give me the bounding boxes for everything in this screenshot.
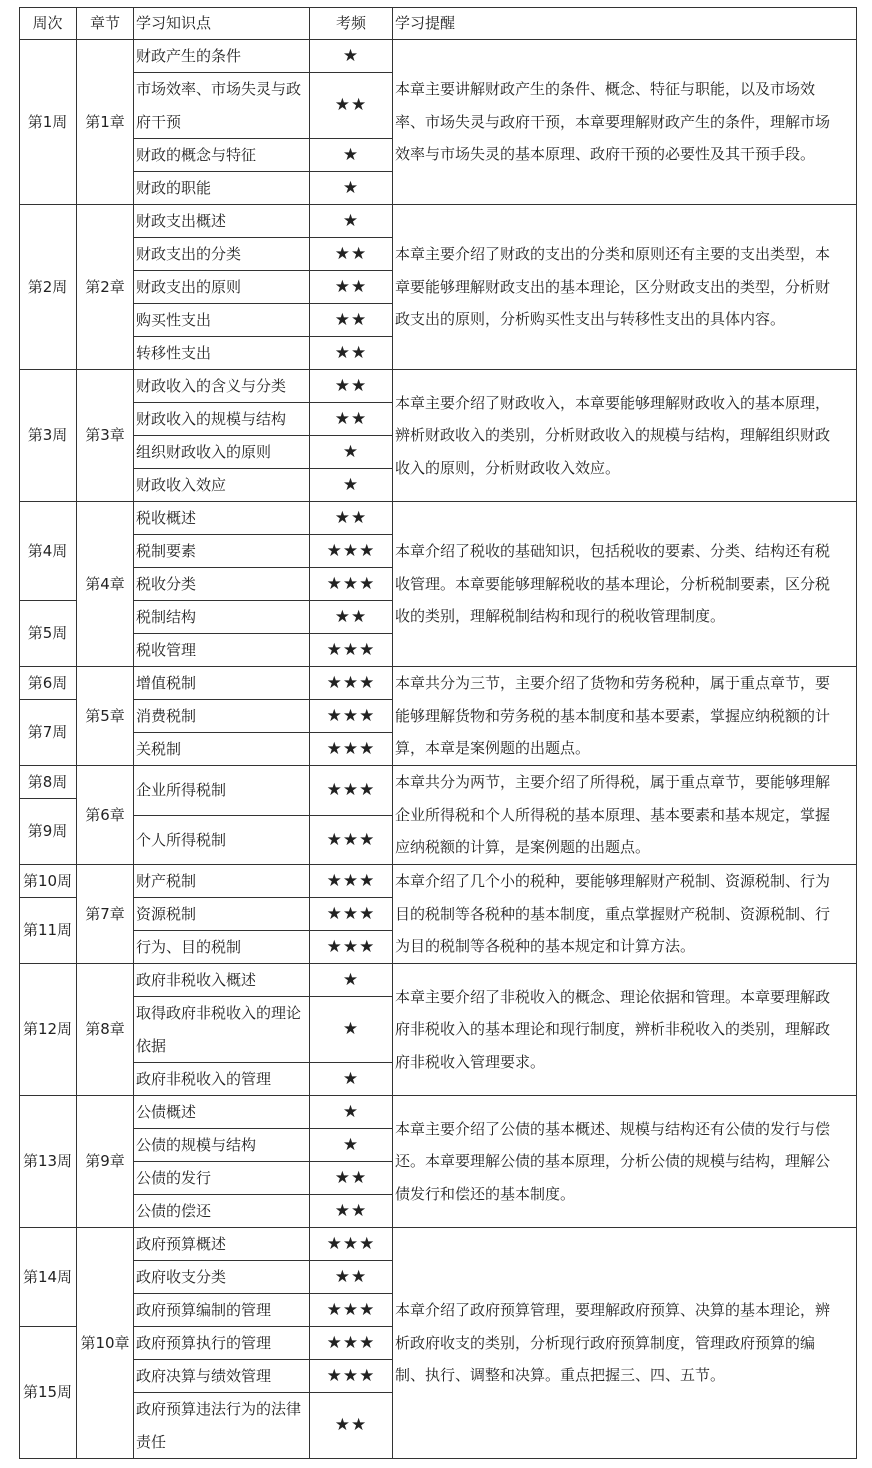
chapter-cell-8-text: 第8章 bbox=[85, 1020, 125, 1039]
frequency-stars-27-text: ★ bbox=[342, 969, 360, 990]
frequency-stars-13 bbox=[310, 469, 393, 502]
reminder-cell-3-text: 本章主要介绍了财政收入，本章要能够理解财政收入的基本原理，辨析财政收入的类别，分析财政收入的规模与结构，理解组织财政收入的原则，分析财政收入效应。 bbox=[395, 393, 831, 477]
frequency-stars-11-text: ★★ bbox=[334, 408, 368, 429]
topic-cell-26-text: 行为、目的税制 bbox=[136, 937, 242, 956]
topic-cell-37 bbox=[134, 1327, 310, 1360]
topic-cell-30 bbox=[134, 1096, 310, 1129]
chapter-cell-10 bbox=[77, 1228, 134, 1459]
frequency-stars-3-text: ★ bbox=[342, 144, 360, 165]
frequency-stars-5-text: ★ bbox=[342, 210, 360, 231]
week-cell-5 bbox=[19, 601, 77, 667]
chapter-cell-3-text: 第3章 bbox=[85, 426, 125, 445]
frequency-stars-39-text: ★★ bbox=[334, 1415, 368, 1436]
header-1-text: 周次 bbox=[32, 13, 63, 32]
topic-cell-9-text: 转移性支出 bbox=[136, 343, 212, 362]
frequency-stars-21-text: ★★★ bbox=[326, 738, 376, 759]
topic-cell-16 bbox=[134, 568, 310, 601]
frequency-stars-10-text: ★★ bbox=[334, 375, 368, 396]
reminder-cell-10 bbox=[393, 1228, 857, 1459]
topic-cell-27 bbox=[134, 964, 310, 997]
week-cell-2-text: 第2周 bbox=[27, 277, 68, 296]
frequency-stars-23 bbox=[310, 816, 393, 866]
frequency-stars-36-text: ★★★ bbox=[326, 1299, 376, 1320]
chapter-cell-4-text: 第4章 bbox=[85, 574, 125, 593]
frequency-stars-38-text: ★★★ bbox=[326, 1365, 376, 1386]
frequency-stars-3 bbox=[310, 139, 393, 172]
frequency-stars-26-text: ★★★ bbox=[326, 936, 376, 957]
topic-cell-7 bbox=[134, 271, 310, 304]
topic-cell-15-text: 税制要素 bbox=[136, 541, 197, 560]
reminder-cell-3 bbox=[393, 370, 857, 502]
week-cell-1 bbox=[19, 40, 77, 205]
frequency-stars-29 bbox=[310, 1063, 393, 1096]
frequency-stars-24 bbox=[310, 865, 393, 898]
reminder-cell-6 bbox=[393, 766, 857, 865]
topic-cell-8 bbox=[134, 304, 310, 337]
topic-cell-35 bbox=[134, 1261, 310, 1294]
week-cell-13-text: 第13周 bbox=[22, 1152, 73, 1171]
frequency-stars-19 bbox=[310, 667, 393, 700]
frequency-stars-13-text: ★ bbox=[342, 474, 360, 495]
frequency-stars-6 bbox=[310, 238, 393, 271]
frequency-stars-32 bbox=[310, 1162, 393, 1195]
frequency-stars-31-text: ★ bbox=[342, 1134, 360, 1155]
topic-cell-32-text: 公债的发行 bbox=[136, 1168, 212, 1187]
chapter-cell-6 bbox=[77, 766, 134, 865]
frequency-stars-7-text: ★★ bbox=[334, 276, 368, 297]
week-cell-7 bbox=[19, 700, 77, 766]
reminder-cell-10-text: 本章介绍了政府预算管理，要理解政府预算、决算的基本理论，辨析政府收支的类别，分析现行政府预算制度，管理政府预算的编制、执行、调整和决算。重点把握三、四、五节。 bbox=[395, 1301, 831, 1385]
topic-cell-25 bbox=[134, 898, 310, 931]
topic-cell-24-text: 财产税制 bbox=[136, 871, 197, 890]
frequency-stars-35 bbox=[310, 1261, 393, 1294]
chapter-cell-5 bbox=[77, 667, 134, 766]
week-cell-14-text: 第14周 bbox=[22, 1267, 73, 1286]
frequency-stars-10 bbox=[310, 370, 393, 403]
week-cell-3-text: 第3周 bbox=[27, 426, 68, 445]
reminder-cell-9-text: 本章主要介绍了公债的基本概述、规模与结构还有公债的发行与偿还。本章要理解公债的基本原理，分析公债的规模与结构，理解公债发行和偿还的基本制度。 bbox=[395, 1119, 831, 1203]
header-2-text: 章节 bbox=[89, 13, 120, 32]
topic-cell-6 bbox=[134, 238, 310, 271]
topic-cell-4-text: 财政的职能 bbox=[136, 178, 212, 197]
week-cell-14 bbox=[19, 1228, 77, 1327]
frequency-stars-22-text: ★★★ bbox=[326, 780, 376, 800]
reminder-cell-4 bbox=[393, 502, 857, 667]
chapter-cell-9-text: 第9章 bbox=[85, 1152, 125, 1171]
topic-cell-2-text: 市场效率、市场失灵与政府干预 bbox=[136, 80, 302, 131]
chapter-cell-1-text: 第1章 bbox=[85, 112, 125, 131]
chapter-cell-2-text: 第2章 bbox=[85, 277, 125, 296]
reminder-cell-7-text: 本章介绍了几个小的税种，要能够理解财产税制、资源税制、行为目的税制等各税种的基本制度，重点掌握财产税制、资源税制、行为目的税制等各税种的基本规定和计算方法。 bbox=[395, 872, 831, 956]
topic-cell-3 bbox=[134, 139, 310, 172]
topic-cell-33 bbox=[134, 1195, 310, 1228]
topic-cell-14-text: 税收概述 bbox=[136, 508, 197, 527]
frequency-stars-8 bbox=[310, 304, 393, 337]
topic-cell-10 bbox=[134, 370, 310, 403]
frequency-stars-32-text: ★★ bbox=[334, 1167, 368, 1188]
chapter-cell-3 bbox=[77, 370, 134, 502]
frequency-stars-30 bbox=[310, 1096, 393, 1129]
topic-cell-25-text: 资源税制 bbox=[136, 904, 197, 923]
topic-cell-13 bbox=[134, 469, 310, 502]
topic-cell-12-text: 组织财政收入的原则 bbox=[136, 442, 272, 461]
chapter-cell-10-text: 第10章 bbox=[80, 1333, 130, 1352]
week-cell-4-text: 第4周 bbox=[27, 541, 68, 560]
frequency-stars-8-text: ★★ bbox=[334, 309, 368, 330]
reminder-cell-8-text: 本章主要介绍了非税收入的概念、理论依据和管理。本章要理解政府非税收入的基本理论和现行制度，辨析非税收入的类别，理解政府非税收入管理要求。 bbox=[395, 987, 831, 1071]
frequency-stars-35-text: ★★ bbox=[334, 1266, 368, 1287]
frequency-stars-30-text: ★ bbox=[342, 1101, 360, 1122]
topic-cell-22-text: 企业所得税制 bbox=[136, 781, 227, 799]
frequency-stars-12-text: ★ bbox=[342, 441, 360, 462]
frequency-stars-36 bbox=[310, 1294, 393, 1327]
reminder-cell-5-text: 本章共分为三节，主要介绍了货物和劳务税种，属于重点章节，要能够理解货物和劳务税的基本制度和基本要素，掌握应纳税额的计算，本章是案例题的出题点。 bbox=[395, 674, 831, 758]
topic-cell-9 bbox=[134, 337, 310, 370]
frequency-stars-17-text: ★★ bbox=[334, 606, 368, 627]
week-cell-9-text: 第9周 bbox=[27, 822, 68, 841]
week-cell-6-text: 第6周 bbox=[27, 673, 68, 692]
topic-cell-1-text: 财政产生的条件 bbox=[136, 46, 242, 65]
frequency-stars-21 bbox=[310, 733, 393, 766]
topic-cell-11 bbox=[134, 403, 310, 436]
frequency-stars-34 bbox=[310, 1228, 393, 1261]
frequency-stars-15 bbox=[310, 535, 393, 568]
frequency-stars-14 bbox=[310, 502, 393, 535]
frequency-stars-2-text: ★★ bbox=[334, 95, 368, 116]
frequency-stars-1 bbox=[310, 40, 393, 73]
topic-cell-33-text: 公债的偿还 bbox=[136, 1201, 212, 1220]
week-cell-15-text: 第15周 bbox=[22, 1383, 73, 1402]
topic-cell-38 bbox=[134, 1360, 310, 1393]
week-cell-15 bbox=[19, 1327, 77, 1459]
frequency-stars-39 bbox=[310, 1393, 393, 1459]
frequency-stars-7 bbox=[310, 271, 393, 304]
frequency-stars-18-text: ★★★ bbox=[326, 639, 376, 660]
frequency-stars-38 bbox=[310, 1360, 393, 1393]
topic-cell-5-text: 财政支出概述 bbox=[136, 211, 227, 230]
topic-cell-19 bbox=[134, 667, 310, 700]
frequency-stars-26 bbox=[310, 931, 393, 964]
topic-cell-26 bbox=[134, 931, 310, 964]
topic-cell-14 bbox=[134, 502, 310, 535]
week-cell-5-text: 第5周 bbox=[27, 624, 68, 643]
topic-cell-15 bbox=[134, 535, 310, 568]
week-cell-12-text: 第12周 bbox=[22, 1020, 73, 1039]
topic-cell-12 bbox=[134, 436, 310, 469]
topic-cell-24 bbox=[134, 865, 310, 898]
topic-cell-2 bbox=[134, 73, 310, 139]
topic-cell-27-text: 政府非税收入概述 bbox=[136, 970, 257, 989]
week-cell-11 bbox=[19, 898, 77, 964]
week-cell-9 bbox=[19, 799, 77, 865]
frequency-stars-19-text: ★★★ bbox=[326, 672, 376, 693]
topic-cell-30-text: 公债概述 bbox=[136, 1102, 197, 1121]
header-4 bbox=[310, 7, 393, 40]
frequency-stars-28-text: ★ bbox=[342, 1019, 360, 1040]
topic-cell-7-text: 财政支出的原则 bbox=[136, 277, 242, 296]
frequency-stars-28 bbox=[310, 997, 393, 1063]
frequency-stars-4 bbox=[310, 172, 393, 205]
frequency-stars-14-text: ★★ bbox=[334, 507, 368, 528]
frequency-stars-20-text: ★★★ bbox=[326, 705, 376, 726]
frequency-stars-31 bbox=[310, 1129, 393, 1162]
topic-cell-39 bbox=[134, 1393, 310, 1459]
topic-cell-38-text: 政府决算与绩效管理 bbox=[136, 1366, 272, 1385]
frequency-stars-23-text: ★★★ bbox=[326, 829, 376, 850]
topic-cell-17-text: 税制结构 bbox=[136, 607, 197, 626]
topic-cell-28-text: 取得政府非税收入的理论依据 bbox=[136, 1004, 302, 1055]
week-cell-6 bbox=[19, 667, 77, 700]
topic-cell-20 bbox=[134, 700, 310, 733]
week-cell-2 bbox=[19, 205, 77, 370]
topic-cell-35-text: 政府收支分类 bbox=[136, 1267, 227, 1286]
reminder-cell-1-text: 本章主要讲解财政产生的条件、概念、特征与职能，以及市场效率、市场失灵与政府干预，本章要理解财政产生的条件，理解市场效率与市场失灵的基本原理、政府干预的必要性及其干预手段。 bbox=[395, 80, 831, 164]
reminder-cell-1 bbox=[393, 40, 857, 205]
topic-cell-34-text: 政府预算概述 bbox=[136, 1234, 227, 1253]
frequency-stars-18 bbox=[310, 634, 393, 667]
topic-cell-18-text: 税收管理 bbox=[136, 640, 197, 659]
topic-cell-11-text: 财政收入的规模与结构 bbox=[136, 409, 287, 428]
frequency-stars-20 bbox=[310, 700, 393, 733]
week-cell-10 bbox=[19, 865, 77, 898]
chapter-cell-5-text: 第5章 bbox=[85, 706, 125, 725]
header-5-text: 学习提醒 bbox=[395, 13, 456, 32]
topic-cell-6-text: 财政支出的分类 bbox=[136, 244, 242, 263]
topic-cell-10-text: 财政收入的含义与分类 bbox=[136, 376, 287, 395]
topic-cell-1 bbox=[134, 40, 310, 73]
topic-cell-29-text: 政府非税收入的管理 bbox=[136, 1069, 272, 1088]
frequency-stars-22 bbox=[310, 766, 393, 816]
topic-cell-32 bbox=[134, 1162, 310, 1195]
frequency-stars-2 bbox=[310, 73, 393, 139]
header-4-text: 考频 bbox=[335, 13, 366, 32]
topic-cell-21 bbox=[134, 733, 310, 766]
frequency-stars-1-text: ★ bbox=[342, 45, 360, 66]
frequency-stars-24-text: ★★★ bbox=[326, 870, 376, 891]
week-cell-10-text: 第10周 bbox=[22, 871, 73, 890]
reminder-cell-9 bbox=[393, 1096, 857, 1228]
week-cell-7-text: 第7周 bbox=[27, 723, 68, 742]
topic-cell-3-text: 财政的概念与特征 bbox=[136, 145, 257, 164]
topic-cell-8-text: 购买性支出 bbox=[136, 310, 212, 329]
header-5 bbox=[393, 7, 857, 40]
frequency-stars-33-text: ★★ bbox=[334, 1200, 368, 1221]
chapter-cell-1 bbox=[77, 40, 134, 205]
header-1 bbox=[19, 7, 77, 40]
reminder-cell-4-text: 本章介绍了税收的基础知识，包括税收的要素、分类、结构还有税收管理。本章要能够理解税收的基本理论，分析税制要素，区分税收的类别，理解税制结构和现行的税收管理制度。 bbox=[395, 542, 831, 626]
topic-cell-21-text: 关税制 bbox=[136, 739, 182, 758]
week-cell-1-text: 第1周 bbox=[27, 112, 68, 131]
topic-cell-20-text: 消费税制 bbox=[136, 706, 197, 725]
topic-cell-31-text: 公债的规模与结构 bbox=[136, 1135, 257, 1154]
topic-cell-31 bbox=[134, 1129, 310, 1162]
topic-cell-36 bbox=[134, 1294, 310, 1327]
topic-cell-34 bbox=[134, 1228, 310, 1261]
topic-cell-4 bbox=[134, 172, 310, 205]
header-3-text: 学习知识点 bbox=[136, 13, 212, 32]
topic-cell-37-text: 政府预算执行的管理 bbox=[136, 1333, 272, 1352]
topic-cell-28 bbox=[134, 997, 310, 1063]
frequency-stars-34-text: ★★★ bbox=[326, 1233, 376, 1254]
chapter-cell-7-text: 第7章 bbox=[85, 904, 125, 923]
week-cell-4 bbox=[19, 502, 77, 601]
week-cell-11-text: 第11周 bbox=[22, 921, 73, 940]
header-3 bbox=[134, 7, 310, 40]
frequency-stars-25-text: ★★★ bbox=[326, 903, 376, 924]
frequency-stars-9 bbox=[310, 337, 393, 370]
topic-cell-17 bbox=[134, 601, 310, 634]
frequency-stars-33 bbox=[310, 1195, 393, 1228]
topic-cell-29 bbox=[134, 1063, 310, 1096]
frequency-stars-17 bbox=[310, 601, 393, 634]
reminder-cell-2 bbox=[393, 205, 857, 370]
reminder-cell-8 bbox=[393, 964, 857, 1096]
reminder-cell-6-text: 本章共分为两节，主要介绍了所得税，属于重点章节，要能够理解企业所得税和个人所得税的基本原理、基本要素和基本规定，掌握应纳税额的计算，是案例题的出题点。 bbox=[395, 773, 831, 857]
frequency-stars-6-text: ★★ bbox=[334, 243, 368, 264]
chapter-cell-6-text: 第6章 bbox=[85, 805, 125, 824]
week-cell-3 bbox=[19, 370, 77, 502]
frequency-stars-4-text: ★ bbox=[342, 177, 360, 198]
frequency-stars-37-text: ★★★ bbox=[326, 1332, 376, 1353]
week-cell-8 bbox=[19, 766, 77, 799]
topic-cell-23-text: 个人所得税制 bbox=[136, 830, 227, 849]
frequency-stars-5 bbox=[310, 205, 393, 238]
frequency-stars-9-text: ★★ bbox=[334, 342, 368, 363]
week-cell-12 bbox=[19, 964, 77, 1096]
topic-cell-18 bbox=[134, 634, 310, 667]
reminder-cell-7 bbox=[393, 865, 857, 964]
chapter-cell-4 bbox=[77, 502, 134, 667]
topic-cell-19-text: 增值税制 bbox=[136, 673, 197, 692]
frequency-stars-27 bbox=[310, 964, 393, 997]
topic-cell-23 bbox=[134, 816, 310, 866]
week-cell-13 bbox=[19, 1096, 77, 1228]
topic-cell-36-text: 政府预算编制的管理 bbox=[136, 1300, 272, 1319]
chapter-cell-8 bbox=[77, 964, 134, 1096]
frequency-stars-16 bbox=[310, 568, 393, 601]
frequency-stars-11 bbox=[310, 403, 393, 436]
frequency-stars-16-text: ★★★ bbox=[326, 573, 376, 594]
topic-cell-5 bbox=[134, 205, 310, 238]
header-2 bbox=[77, 7, 134, 40]
chapter-cell-2 bbox=[77, 205, 134, 370]
topic-cell-39-text: 政府预算违法行为的法律责任 bbox=[136, 1400, 302, 1451]
reminder-cell-5 bbox=[393, 667, 857, 766]
week-cell-8-text: 第8周 bbox=[27, 772, 68, 791]
topic-cell-13-text: 财政收入效应 bbox=[136, 475, 227, 494]
frequency-stars-37 bbox=[310, 1327, 393, 1360]
frequency-stars-12 bbox=[310, 436, 393, 469]
topic-cell-16-text: 税收分类 bbox=[136, 574, 197, 593]
frequency-stars-15-text: ★★★ bbox=[326, 540, 376, 561]
reminder-cell-2-text: 本章主要介绍了财政的支出的分类和原则还有主要的支出类型，本章要能够理解财政支出的基本理论，区分财政支出的类型，分析财政支出的原则，分析购买性支出与转移性支出的具体内容。 bbox=[395, 245, 831, 329]
topic-cell-22 bbox=[134, 766, 310, 816]
frequency-stars-29-text: ★ bbox=[342, 1068, 360, 1089]
chapter-cell-7 bbox=[77, 865, 134, 964]
frequency-stars-25 bbox=[310, 898, 393, 931]
chapter-cell-9 bbox=[77, 1096, 134, 1228]
